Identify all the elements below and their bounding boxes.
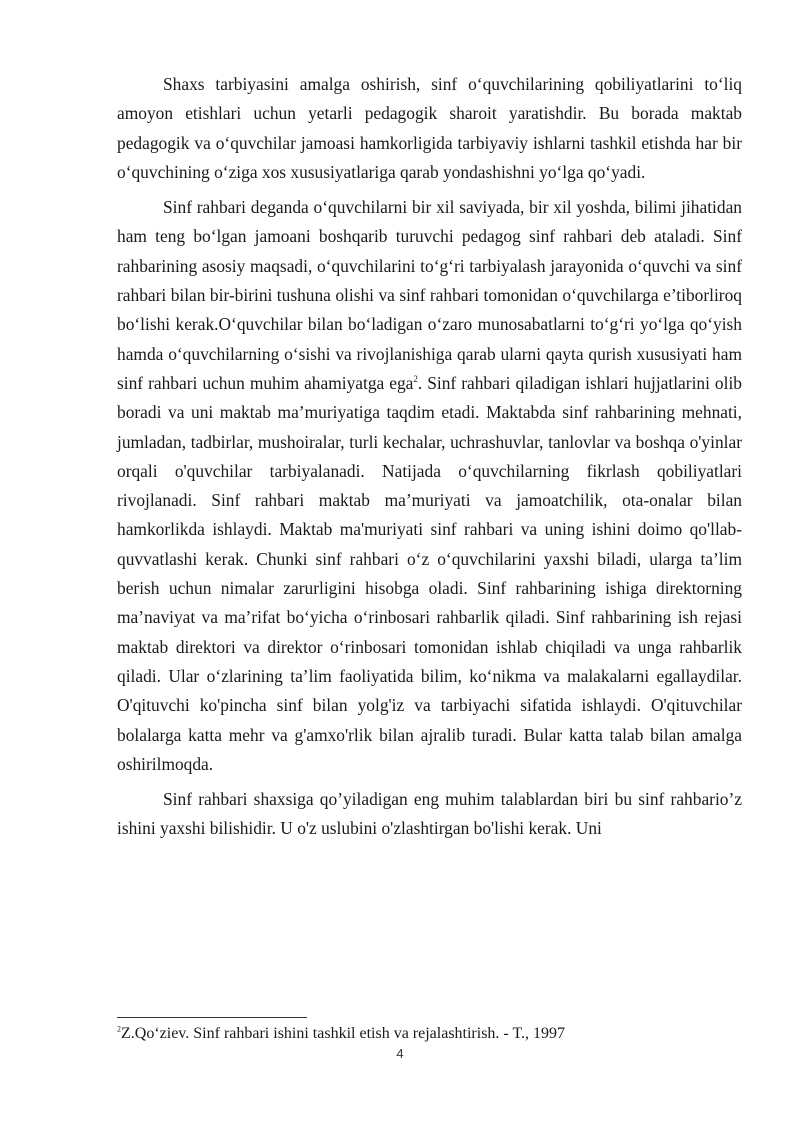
footnote-text: Z.Qo‘ziev. Sinf rahbari ishini tashkil etish va rejalashtirish. - T., 1997 [121, 1025, 566, 1042]
body-text [117, 70, 742, 844]
page-number: 4 [396, 1046, 404, 1061]
paragraph-2-text-a: Sinf rahbari deganda o‘quvchilarni bir xil saviyada, bir xil yoshda, bilimi jihatidan ham teng bo‘lgan jamoani boshqarib turuvchi pedagog sinf rahbari deb ataladi. Sinf rahbarining asosiy maqsadi, o‘quvchilarini to‘g‘ri tarbiyalash jarayonida o‘quvchi va sinf rahbari bilan bir-birini tushuna olishi va sinf rahbari tomonidan o‘quvchilarga e’tiborliroq bo‘lishi kerak.O‘quvchilar bilan bo‘ladigan o‘zaro munosabatlarni to‘g‘ri yo‘lga qo‘yish hamda o‘quvchilarning o‘sishi va rivojlanishiga qarab ularni qayta qurish xususiyati ham sinf rahbari uchun muhim ahamiyatga ega [117, 197, 742, 393]
footnote [117, 1024, 747, 1044]
paragraph-2 [117, 193, 742, 779]
footnote-separator [117, 1017, 307, 1018]
paragraph-2-text-b: . Sinf rahbari qiladigan ishlari hujjatlarini olib boradi va uni maktab ma’muriyatiga taqdim etadi. Maktabda sinf rahbarining mehnati, jumladan, tadbirlar, mushoiralar, turli kechalar, uchrashuvlar, tanlovlar va boshqa o'yinlar orqali o'quvchilar tarbiyalanadi. Natijada o‘quvchilarning fikrlash qobiliyatlari rivojlanadi. Sinf rahbari maktab ma’muriyati va jamoatchilik, ota-onalar bilan hamkorlikda ishlaydi. Maktab ma'muriyati sinf rahbari va uning ishini doimo qo'llab-quvvatlashi kerak. Chunki sinf rahbari o‘z o‘quvchilarini yaxshi biladi, ularga ta’lim berish uchun nimalar zarurligini hisobga oladi. Sinf rahbarining ishiga direktorning ma’naviyat va ma’rifat bo‘yicha o‘rinbosari rahbarlik qiladi. Sinf rahbarining ish rejasi maktab direktori va direktor o‘rinbosari tomonidan ishlab chiqiladi va unga rahbarlik qiladi. Ular o‘zlarining ta’lim faoliyatida bilim, ko‘nikma va malakalarni egallaydilar. O'qituvchi ko'pincha sinf bilan yolg'iz va tarbiyachi sifatida ishlaydi. O'qituvchilar bolalarga katta mehr va g'amxo'rlik bilan ajralib turadi. Bular katta talab bilan amalga oshirilmoqda. [117, 372, 742, 774]
footnote-reference: 2 [413, 374, 418, 385]
footnote-marker: 2 [117, 1024, 121, 1034]
paragraph-1: Shaxs tarbiyasini amalga oshirish, sinf o‘quvchilarining qobiliyatlarini to‘liq amoyon etishlari uchun yetarli pedagogik sharoit yaratishdir. Bu borada maktab pedagogik va o‘quvchilar jamoasi hamkorligida tarbiyaviy ishlarni tashkil etishda har bir o‘quvchining o‘ziga xos xususiyatlariga qarab yondashishni yo‘lga qo‘yadi. [117, 74, 742, 182]
paragraph-3: Sinf rahbari shaxsiga qo’yiladigan eng muhim talablardan biri bu sinf rahbario’z ishini yaxshi bilishidir. U o'z uslubini o'zlashtirgan bo'lishi kerak. Uni [117, 789, 742, 839]
